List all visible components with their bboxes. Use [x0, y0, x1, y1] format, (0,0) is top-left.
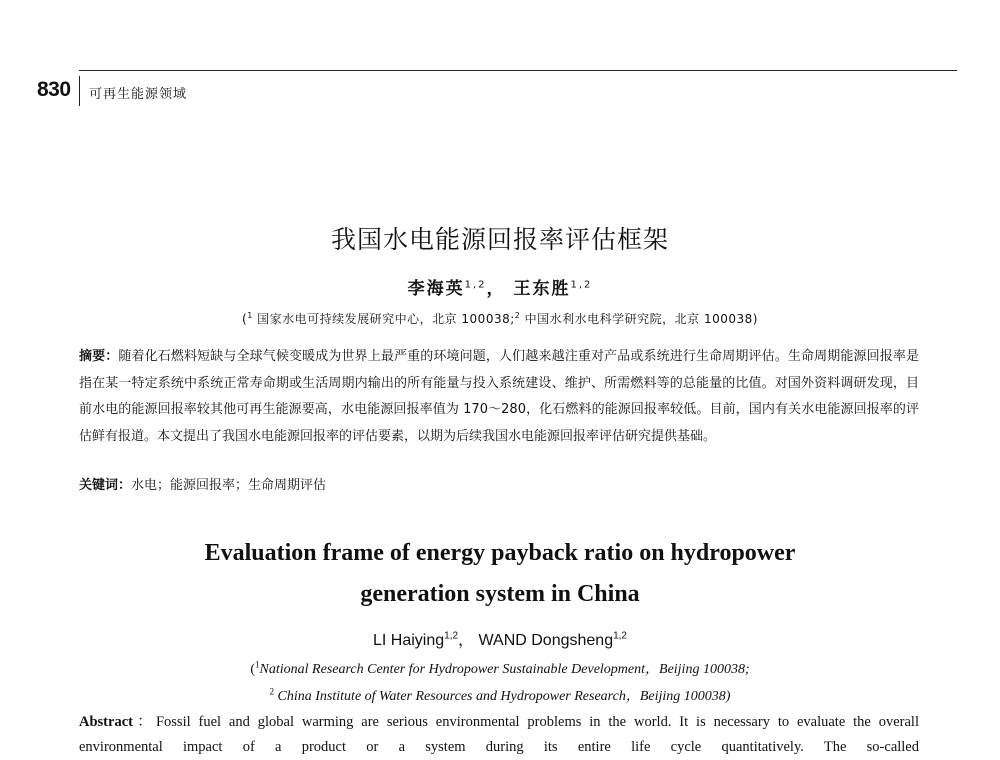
english-affiliation-1-city: ，Beijing 100038;: [645, 662, 750, 677]
chinese-abstract-text: 随着化石燃料短缺与全球气候变暖成为世界上最严重的环境问题，人们越来越注重对产品或系统进行生命周期评估。生命周期能源回报率是指在某一特定系统中系统正常寿命期或生活周期内输出的所有能量与投入系统建设、维护、所需燃料等的总能量的比值。对国外资料调研发现，目前水电的能源回报率较其他可再生能源要高，水电能源回报率值为 170～280，化石燃料的能源回报率较低。目前，国内有关水电能源回报率的评估鲜有报道。本文提出了我国水电能源回报率的评估要素，以期为后续我国水电能源回报率评估研究提供基础。: [79, 349, 919, 444]
chinese-affiliation-open: (: [242, 312, 248, 326]
chinese-affiliation-1: 国家水电可持续发展研究中心，北京 100038;: [252, 312, 515, 326]
journal-section-title: 可再生能源领域: [89, 87, 188, 102]
english-abstract-text: Fossil fuel and global warming are serious environmental problems in the world. It is necessary to evaluate the overall environmental impact of a product or a system during its entire life cycle quantitatively. The so-called: [79, 714, 919, 755]
english-author-1: LI Haiying: [372, 632, 445, 649]
english-author-2-sup: 1,2: [613, 630, 627, 642]
chinese-author-2: 王东胜: [513, 279, 571, 299]
english-affiliation-2-sup: 2: [269, 686, 275, 697]
chinese-title: 我国水电能源回报率评估框架: [330, 225, 669, 254]
chinese-author-2-sup: 1,2: [570, 279, 593, 291]
english-affiliation-1-open: (: [250, 662, 256, 677]
english-affiliation-2: [0, 685, 1000, 705]
chinese-abstract-label: 摘要：: [79, 349, 119, 364]
chinese-author-1-sup: 1,2: [464, 279, 487, 291]
chinese-affiliation-sup-2: 2: [514, 311, 521, 320]
chinese-keywords: [79, 474, 919, 493]
english-abstract-label: Abstract: [79, 714, 133, 730]
header-divider: [79, 76, 80, 106]
english-abstract-colon: ：: [132, 714, 156, 730]
page-number: 830: [37, 78, 71, 101]
english-author-1-sup: 1,2: [444, 630, 459, 642]
chinese-abstract: [79, 344, 919, 450]
chinese-author-separator: ，: [486, 279, 506, 299]
chinese-author-1: 李海英: [407, 279, 465, 299]
english-title: [0, 534, 1000, 613]
chinese-keywords-text: 水电；能源回报率；生命周期评估: [131, 478, 327, 493]
chinese-keywords-label: 关键词：: [79, 478, 132, 493]
english-affiliation-1-sup: 1: [255, 659, 260, 670]
chinese-affiliation-2: 中国水利水电科学研究院，北京 100038): [520, 312, 758, 326]
english-affiliation-1: [0, 658, 1000, 678]
english-author-2: WAND Dongsheng: [478, 632, 614, 649]
running-header: [37, 70, 917, 110]
english-affiliation-1-name: National Research Center for Hydropower Sustainable Development: [259, 662, 646, 677]
english-authors: [0, 627, 1000, 650]
chinese-affiliation-sup-1: 1: [247, 311, 253, 320]
english-affiliation-2-name: China Institute of Water Resources and Hydropower Research: [277, 689, 626, 704]
english-title-line-2: generation system in China: [360, 581, 640, 607]
english-affiliation-2-city: ，Beijing 100038): [625, 689, 731, 704]
english-title-line-1: Evaluation frame of energy payback ratio on hydropower: [204, 540, 796, 566]
english-abstract: [79, 710, 919, 760]
english-author-separator: ，: [458, 632, 475, 649]
chinese-authors: [0, 274, 1000, 299]
chinese-affiliation: [0, 310, 1000, 327]
header-rule: [79, 70, 957, 71]
